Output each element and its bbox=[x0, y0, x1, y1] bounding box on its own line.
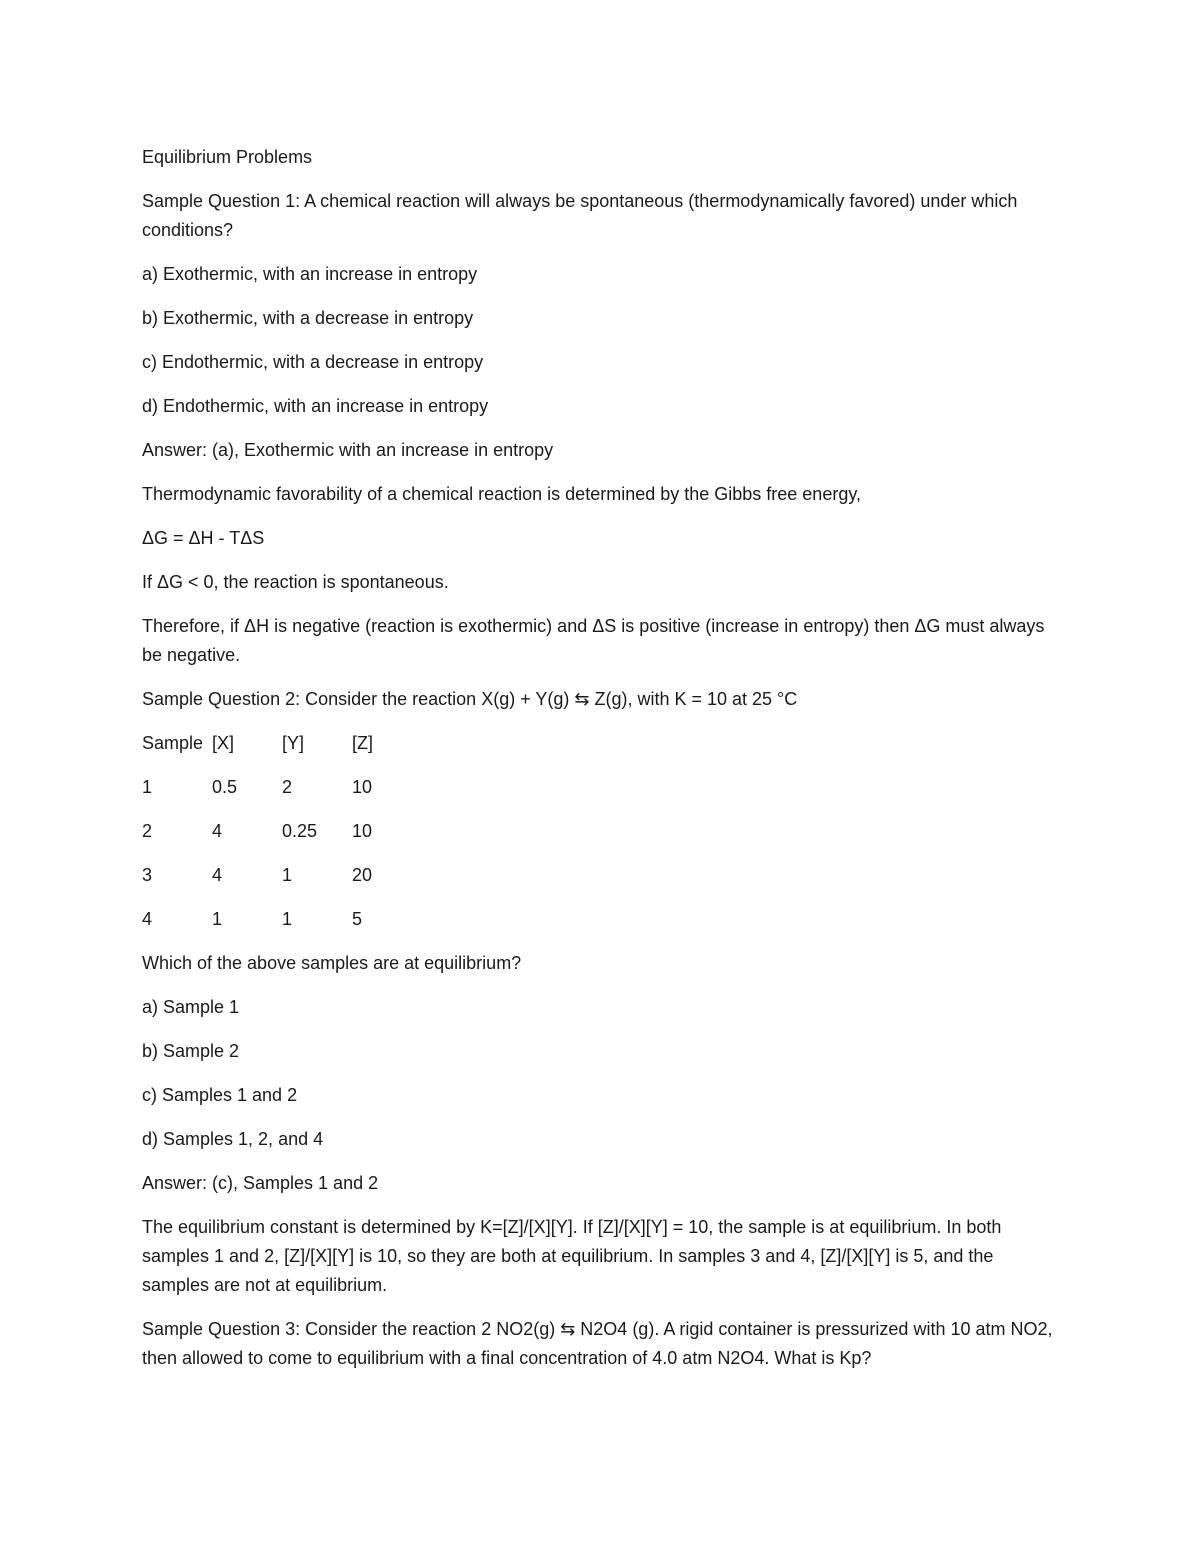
table-cell-z: 10 bbox=[352, 821, 373, 841]
table-cell-z: 10 bbox=[352, 777, 373, 797]
table-row bbox=[142, 773, 1062, 802]
table-cell-x: 4 bbox=[212, 821, 223, 841]
question-2-option-c: c) Samples 1 and 2 bbox=[142, 1085, 298, 1105]
table-row bbox=[142, 905, 1062, 934]
question-1-option-d: d) Endothermic, with an increase in entropy bbox=[142, 396, 489, 416]
question-1-answer: Answer: (a), Exothermic with an increase in entropy bbox=[142, 440, 554, 460]
table-cell-y: 1 bbox=[282, 909, 293, 929]
question-2-option-a: a) Sample 1 bbox=[142, 997, 240, 1017]
question-1-conclusion: Therefore, if ΔH is negative (reaction is exothermic) and ΔS is positive (increase in entropy) then ΔG must always be negative. bbox=[142, 616, 1045, 665]
question-2-answer: Answer: (c), Samples 1 and 2 bbox=[142, 1173, 379, 1193]
sample-concentration-table bbox=[142, 729, 1062, 934]
table-header-sample: Sample bbox=[142, 733, 204, 753]
question-1-option-a: a) Exothermic, with an increase in entropy bbox=[142, 264, 478, 284]
question-1-equation: ΔG = ΔH - TΔS bbox=[142, 528, 265, 548]
document-page bbox=[142, 143, 1062, 1388]
question-2-text: Sample Question 2: Consider the reaction X(g) + Y(g) ⇆ Z(g), with K = 10 at 25 °C bbox=[142, 689, 798, 709]
table-cell-y: 0.25 bbox=[282, 821, 318, 841]
question-1-text: Sample Question 1: A chemical reaction will always be spontaneous (thermodynamically favored) under which conditions? bbox=[142, 191, 1018, 240]
table-cell-x: 4 bbox=[212, 865, 223, 885]
question-1-spontaneity-condition: If ΔG < 0, the reaction is spontaneous. bbox=[142, 572, 449, 592]
question-2-option-d: d) Samples 1, 2, and 4 bbox=[142, 1129, 324, 1149]
table-cell-sample: 4 bbox=[142, 909, 153, 929]
question-2-prompt: Which of the above samples are at equilibrium? bbox=[142, 953, 522, 973]
table-cell-z: 5 bbox=[352, 909, 363, 929]
table-row bbox=[142, 817, 1062, 846]
table-cell-y: 2 bbox=[282, 777, 293, 797]
table-cell-sample: 3 bbox=[142, 865, 153, 885]
question-1-explanation-gibbs: Thermodynamic favorability of a chemical reaction is determined by the Gibbs free energy, bbox=[142, 484, 861, 504]
document-title: Equilibrium Problems bbox=[142, 147, 313, 167]
question-1-option-c: c) Endothermic, with a decrease in entropy bbox=[142, 352, 484, 372]
question-2-option-b: b) Sample 2 bbox=[142, 1041, 240, 1061]
table-header-y: [Y] bbox=[282, 733, 305, 753]
question-1-option-b: b) Exothermic, with a decrease in entropy bbox=[142, 308, 474, 328]
table-cell-sample: 2 bbox=[142, 821, 153, 841]
table-cell-x: 0.5 bbox=[212, 777, 238, 797]
table-header-z: [Z] bbox=[352, 733, 373, 753]
question-2-explanation: The equilibrium constant is determined by K=[Z]/[X][Y]. If [Z]/[X][Y] = 10, the sample is at equilibrium. In both samples 1 and 2, [Z]/[X][Y] is 10, so they are both at equilibrium. In samples 3 and 4, [Z]/[X][Y] is 5, and the samples are not at equilibrium. bbox=[142, 1217, 1002, 1295]
question-3-text: Sample Question 3: Consider the reaction 2 NO2(g) ⇆ N2O4 (g). A rigid container is pressurized with 10 atm NO2, then allowed to come to equilibrium with a final concentration of 4.0 atm N2O4. What is Kp? bbox=[142, 1319, 1053, 1368]
table-cell-y: 1 bbox=[282, 865, 293, 885]
table-header-row bbox=[142, 729, 1062, 758]
table-cell-z: 20 bbox=[352, 865, 373, 885]
table-cell-x: 1 bbox=[212, 909, 223, 929]
table-header-x: [X] bbox=[212, 733, 235, 753]
table-row bbox=[142, 861, 1062, 890]
table-cell-sample: 1 bbox=[142, 777, 153, 797]
